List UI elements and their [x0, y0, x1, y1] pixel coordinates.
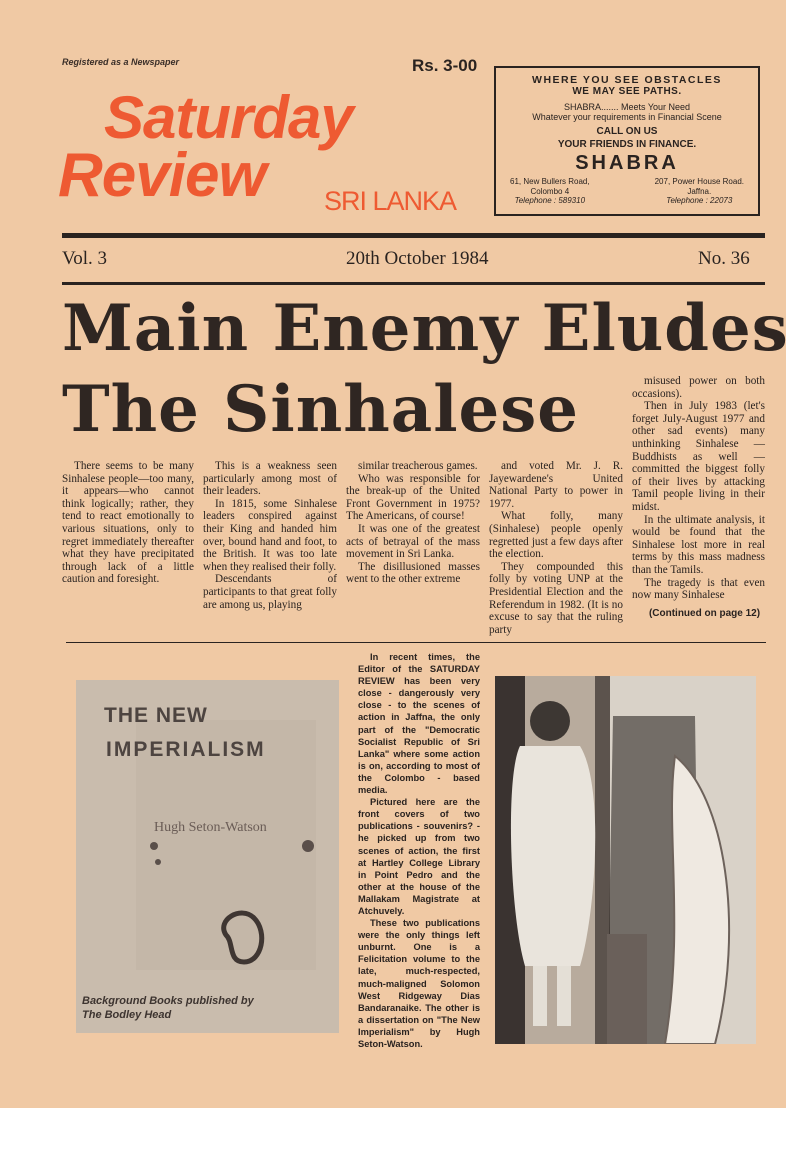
ad-line2: WE MAY SEE PATHS. — [572, 86, 682, 97]
ad-addresses — [496, 177, 758, 206]
volume-number: Vol. 3 — [62, 248, 108, 269]
continued-link[interactable]: (Continued on page 12) — [648, 607, 761, 619]
article-column-5: misused power on both occasions). Then in July 1983 (let's forget July-August 1977 and other sad events) many unthinking Sinhalese — Buddhists as well — committed the biggest folly of their lives by attacking Tamil people living in their midst. In the ultimate analysis, it would be found that the Sinhalese lost more in real terms by this mass madness than the Tamils. The tragedy is that even now many Sinhalese (Continued on page 12) — [632, 375, 765, 619]
article-column-1: There seems to be many Sinhalese people—too many, it appears—who cannot think logically; rather, they tend to react emotionally to various situations, only to regret immediately thereafter what they have precipitated through lack of a little caution and foresight. — [62, 460, 194, 586]
book-cover-photo — [76, 680, 339, 1033]
ad-address-colombo: 61, New Bullers Road, Colombo 4 Telephone : 589310 — [510, 177, 590, 206]
section-rule — [66, 642, 766, 643]
article-column-2: This is a weakness seen particularly among most of their leaders. In 1815, some Sinhalese leaders conspired against their King and handed him over, bound hand and foot, to the British. It was too late when they realised their folly. Descendants of participants to that great folly are among us, playing — [203, 460, 337, 611]
book-cover-texture — [76, 680, 339, 1033]
masthead-title-line2: Review — [58, 141, 266, 210]
registered-notice: Registered as a Newspaper — [62, 57, 180, 67]
ad-address-jaffna: 207, Power House Road. Jaffna. Telephone : 22073 — [654, 177, 744, 206]
article-column-4: and voted Mr. J. R. Jayewardene's United National Party to power in 1977. What folly, many (Sinhalese) people openly regretted just a few days after the election. They compounded this folly by voting UNP at the Presidential Election and the Referendum in 1982. (It is no excuse to say that the ruling party — [489, 460, 623, 636]
ad-line5: CALL ON US — [596, 126, 658, 137]
ad-line1: WHERE YOU SEE OBSTACLES — [532, 74, 722, 86]
ad-brand: SHABRA — [575, 152, 679, 174]
statue-image — [495, 676, 756, 1044]
book-author: Hugh Seton-Watson — [154, 820, 267, 835]
shabra-advertisement — [494, 66, 760, 216]
headline-line2: The Sinhalese — [62, 372, 579, 447]
book-title-line2: IMPERIALISM — [106, 738, 266, 761]
ad-line4: Whatever your requirements in Financial Scene — [532, 112, 722, 122]
top-rule — [62, 233, 765, 238]
statue-photo — [495, 676, 756, 1044]
masthead-title-line1: Saturday — [104, 84, 353, 151]
ad-line3: SHABRA....... Meets Your Need — [563, 102, 691, 112]
volume-rule — [62, 282, 765, 285]
issue-date: 20th October 1984 — [346, 248, 489, 269]
book-publisher: Background Books published by The Bodley Head — [82, 995, 254, 1021]
book-title-line1: THE NEW — [104, 704, 208, 727]
photo-caption: In recent times, the Editor of the SATURDAY REVIEW has been very close - dangerously very close - to the scenes of action in Jaffna, the only part of the "Democratic Socialist Republic of Sri Lanka" where some action is on, according to most of the Colombo - based media. Pictured here are the front covers of two publications - souvenirs? - he picked up from two scenes of action, the first at Hartley College Library in Point Pedro and the other at the house of the Mallakam Magistrate at Atchuvely. These two publications were the only things left unburnt. One is a Felicitation volume to the late, much-respected, much-maligned Solomon West Ridgeway Dias Bandaranaike. The other is a dissertation on "The New Imperialism" by Hugh Seton-Watson. — [358, 652, 480, 1049]
headline-line1: Main Enemy Eludes — [62, 291, 789, 366]
ad-line6: YOUR FRIENDS IN FINANCE. — [557, 139, 697, 150]
issue-number: No. 36 — [698, 248, 750, 269]
article-column-3: similar treacherous games. Who was responsible for the break-up of the United Front Government in 1975? The Americans, of course! It was one of the greatest acts of betrayal of the mass movement in Sri Lanka. The disillusioned masses went to the other extreme — [346, 460, 480, 586]
masthead-edition: SRI LANKA — [324, 186, 457, 216]
price-label: Rs. 3-00 — [412, 56, 478, 75]
